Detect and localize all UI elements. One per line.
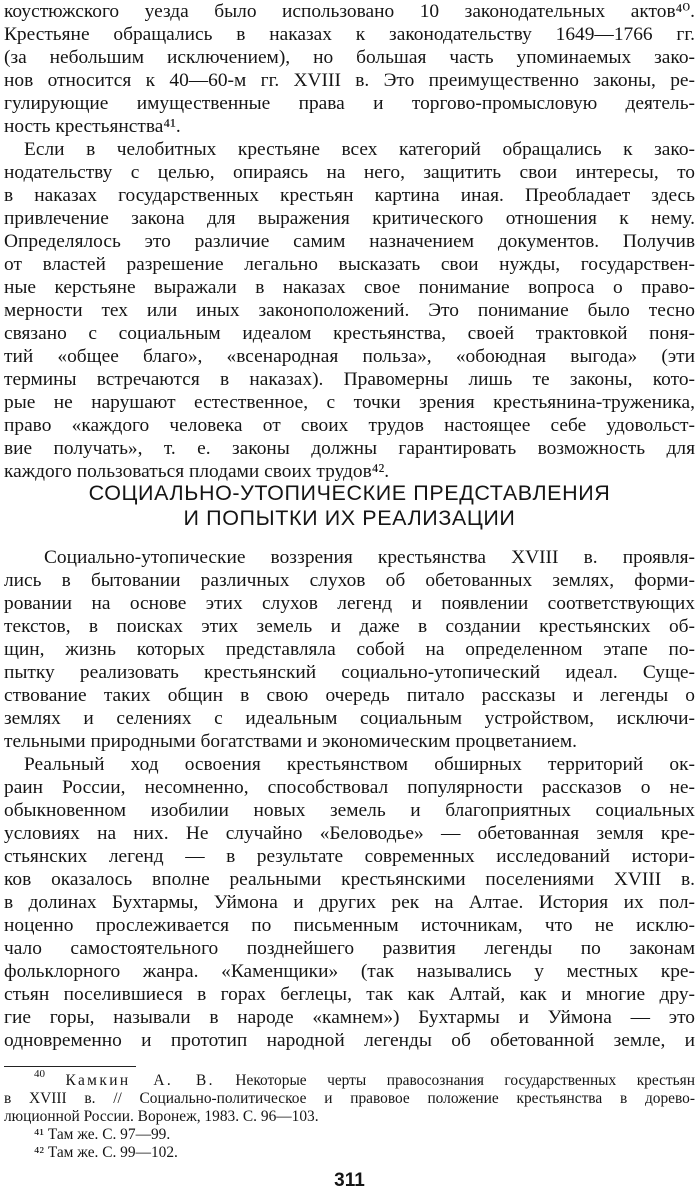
section-line-13: условиях на них. Не случайно «Беловодье» — обетованная земля кре-	[4, 823, 695, 844]
footnote-divider	[4, 1066, 136, 1067]
section-line-1: Социально-утопические воззрения крестьянства XVIII в. проявля-	[44, 547, 695, 568]
footnote-42: ⁴² Там же. С. 99—102.	[34, 1144, 178, 1161]
body-line-5: гулирующие имущественные права и торгово-промысловую деятель-	[4, 93, 695, 114]
section-line-22: одновременно и прототип народной легенды об обетованной земле, и	[4, 1030, 695, 1051]
section-line-15: ков оказалось вполне реальными крестьянскими поселениями XVIII в.	[4, 869, 695, 890]
section-line-8: землях и селениях с идеальным социальным устройством, исключи-	[4, 708, 695, 729]
section-line-11: раин России, несомненно, способствовал популярности рассказов о не-	[4, 777, 695, 798]
section-line-7: ствование таких общин в свою очередь питало рассказы и легенды о	[4, 685, 695, 706]
section-line-6: пытку реализовать крестьянский социально-утопический идеал. Суще-	[4, 662, 695, 683]
body-line-6: ность крестьянства⁴¹.	[4, 116, 181, 137]
body-line-11: Определялось это различие самим назначением документов. Получив	[4, 231, 695, 252]
section-line-3: ровании на основе этих слухов легенд и появлении соответствующих	[4, 593, 695, 614]
page-number: 311	[334, 1170, 365, 1191]
footnote-40-line-1	[4, 1068, 695, 1091]
footnote-40-line-2: в XVIII в. // Социально-политическое и правовое положение крестьянства в дорево-	[4, 1090, 695, 1107]
footnote-41: ⁴¹ Там же. С. 97—99.	[34, 1126, 171, 1143]
footnote-40-author: Камкин А. В.	[65, 1072, 215, 1089]
section-line-20: стьян поселившиеся в горах беглецы, так как Алтай, как и многие дру-	[4, 984, 695, 1005]
body-line-9: в наказах государственных крестьян картина иная. Преобладает здесь	[4, 185, 695, 206]
section-line-14: стьянских легенд — в результате современных исследований истори-	[4, 846, 695, 867]
body-line-15: связано с социальным идеалом крестьянства, своей трактовкой поня-	[4, 323, 695, 344]
section-line-2: лись в бытовании различных слухов об обетованных землях, форми-	[4, 570, 695, 591]
body-line-17: термины встречаются в наказах). Правомерны лишь те законы, кото-	[4, 369, 695, 390]
body-line-13: ные керстьяне выражали в наказах свое понимание вопроса о право-	[4, 277, 695, 298]
section-heading-line-1: СОЦИАЛЬНО-УТОПИЧЕСКИЕ ПРЕДСТАВЛЕНИЯ	[88, 481, 611, 505]
section-line-17: ноценно прослеживается по письменным источникам, что не исклю-	[4, 915, 695, 936]
footnote-40-marker: 40	[34, 1068, 45, 1080]
section-line-16: в долинах Бухтармы, Уймона и других рек на Алтае. История их пол-	[4, 892, 695, 913]
body-line-20: вие получать», т. е. законы должны гарантировать возможность для	[4, 438, 695, 459]
footnote-40-line-3: люционной России. Воронеж, 1983. С. 96—103.	[4, 1108, 319, 1125]
section-line-19: фольклорного жанра. «Каменщики» (так назывались у местных кре-	[4, 961, 695, 982]
body-line-19: право «каждого человека от своих трудов настоящее себе удовольст-	[4, 415, 695, 436]
section-line-18: чало самостоятельного позднейшего развития легенды по законам	[4, 938, 695, 959]
body-line-1: коустюжского уезда было использовано 10 законодательных актов⁴⁰.	[4, 1, 695, 22]
body-line-16: тий «общее благо», «всенародная польза», «обоюдная выгода» (эти	[4, 346, 695, 367]
body-line-8: нодательству с целью, опираясь на него, защитить свои интересы, то	[4, 162, 695, 183]
body-line-2: Крестьяне обращались в наказах к законодательству 1649—1766 гг.	[4, 24, 695, 45]
body-line-12: от властей разрешение легально высказать свои нужды, государствен-	[4, 254, 695, 275]
body-line-21: каждого пользоваться плодами своих трудов⁴².	[4, 461, 390, 482]
footnote-40-title: Некоторые черты правосознания государственных крестьян	[235, 1072, 695, 1089]
section-line-21: гие горы, называли в народе «камнем») Бухтармы и Уймона — это	[4, 1007, 695, 1028]
section-heading-line-2: И ПОПЫТКИ ИХ РЕАЛИЗАЦИИ	[183, 506, 516, 530]
section-line-5: щин, жизнь которых представляла собой на определенном этапе по-	[4, 639, 695, 660]
body-line-4: нов относится к 40—60-м гг. XVIII в. Это преимущественно законы, ре-	[4, 70, 695, 91]
body-line-10: привлечение закона для выражения критического отношения к нему.	[4, 208, 695, 229]
section-line-12: обыкновенном изобилии новых земель и благоприятных социальных	[4, 800, 695, 821]
body-line-7: Если в челобитных крестьяне всех категорий обращались к зако-	[24, 139, 695, 160]
body-line-18: рые не нарушают естественное, с точки зрения крестьянина-труженика,	[4, 392, 695, 413]
section-line-4: текстов, в поисках этих земель и даже в создании крестьянских об-	[4, 616, 695, 637]
body-line-3: (за небольшим исключением), но большая часть упоминаемых зако-	[4, 47, 695, 68]
section-line-9: тельными природными богатствами и экономическим процветанием.	[4, 731, 577, 752]
section-line-10: Реальный ход освоения крестьянством обширных территорий ок-	[24, 754, 695, 775]
body-line-14: мерности тех или иных законоположений. Это понимание было тесно	[4, 300, 695, 321]
